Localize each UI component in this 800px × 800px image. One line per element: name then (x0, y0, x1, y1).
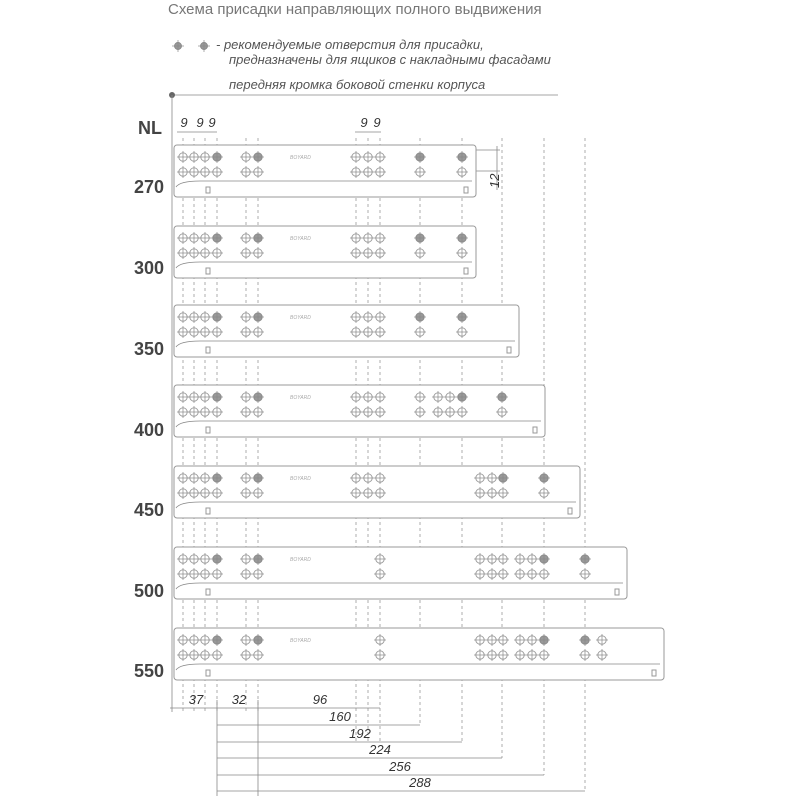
dim-160: 160 (329, 709, 351, 724)
rail-slot-left (206, 347, 210, 353)
dim-256: 256 (389, 759, 411, 774)
rail-300 (174, 226, 476, 278)
rail-brand: BOYARD (290, 315, 311, 321)
rail-slot-right (507, 347, 511, 353)
dim-224: 224 (369, 742, 391, 757)
nl-value-400: 400 (134, 420, 165, 440)
dim-192: 192 (349, 726, 371, 741)
rail-slot-right (464, 268, 468, 274)
bottom-dimensions (170, 692, 585, 791)
rail-slot-left (206, 427, 210, 433)
rail-450 (174, 466, 580, 518)
dim-288: 288 (409, 775, 431, 790)
rail-slot-left (206, 268, 210, 274)
rail-slot-left (206, 187, 210, 193)
dim-9-b: 9 (196, 115, 204, 130)
dim-9-d: 9 (360, 115, 368, 130)
nl-value-300: 300 (134, 258, 165, 278)
dim-12: 12 (487, 173, 502, 188)
nl-value-500: 500 (134, 581, 165, 601)
rail-slot-left (206, 508, 210, 514)
legend-recommended-text-2: предназначены для ящиков с накладными фасадами (229, 52, 551, 67)
nl-value-550: 550 (134, 661, 165, 681)
dim-9-e: 9 (373, 115, 381, 130)
dim-9-a: 9 (180, 115, 188, 130)
dim-32: 32 (231, 692, 247, 707)
rail-slot-right (464, 187, 468, 193)
rail-brand: BOYARD (290, 395, 311, 401)
rail-slot-left (206, 670, 210, 676)
rail-brand: BOYARD (290, 638, 311, 644)
rail-slot-right (533, 427, 537, 433)
rail-slot-right (568, 508, 572, 514)
rail-slot-left (206, 589, 210, 595)
nl-label: NL (138, 118, 162, 138)
legend-front-edge-text: передняя кромка боковой стенки корпуса (229, 77, 486, 92)
rail-slot-right (615, 589, 619, 595)
rail-brand: BOYARD (290, 155, 311, 161)
legend-recommended-text-1: - рекомендуемые отверстия для присадки, (216, 37, 484, 52)
rail-brand: BOYARD (290, 476, 311, 482)
rail-brand: BOYARD (290, 557, 311, 563)
nl-value-270: 270 (134, 177, 165, 197)
rail-brand: BOYARD (290, 236, 311, 242)
rail-500 (174, 547, 627, 599)
diagram-title: Схема присадки направляющих полного выдвижения (168, 1, 542, 18)
rail-slot-right (652, 670, 656, 676)
rail-400 (174, 385, 545, 437)
dim-9-c: 9 (208, 115, 216, 130)
rail-body (174, 305, 519, 357)
legend (169, 37, 558, 98)
rail-270 (174, 145, 476, 197)
nl-value-450: 450 (134, 500, 165, 520)
legend-recommended-hole-icon (172, 40, 210, 52)
dim-96: 96 (312, 692, 328, 707)
nl-value-350: 350 (134, 339, 165, 359)
rail-350 (174, 305, 519, 357)
rail-550 (174, 628, 664, 680)
rails (134, 145, 664, 681)
dim-37: 37 (188, 692, 204, 707)
